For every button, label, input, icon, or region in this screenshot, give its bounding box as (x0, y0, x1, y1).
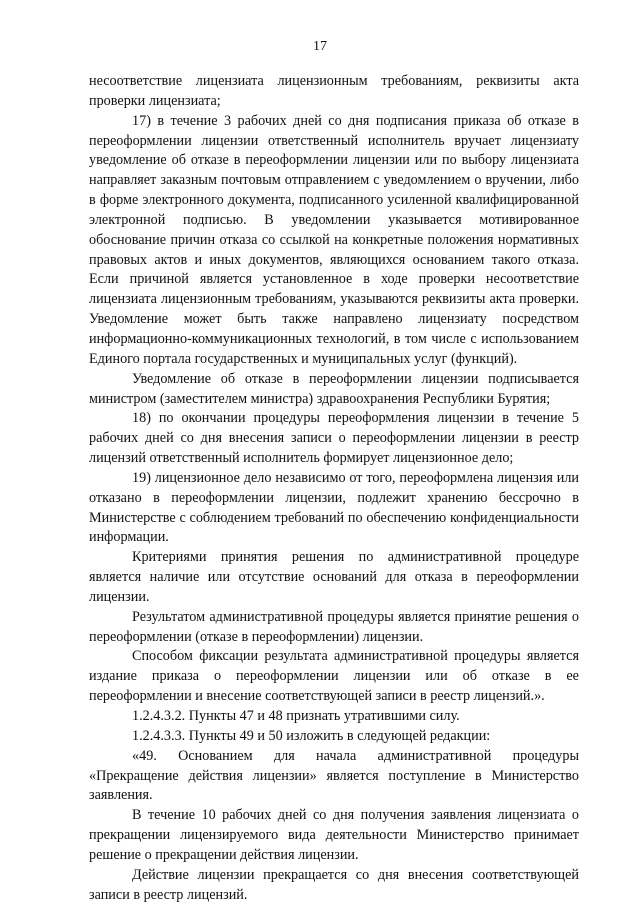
paragraph-signature-note: Уведомление об отказе в переоформлении лицензии подписывается министром (заместителем министра) здравоохранения Республики Бурятия; (89, 370, 579, 407)
paragraph-term: В течение 10 рабочих дней со дня получения заявления лицензиата о прекращении лицензируемого вида деятельности Министерство принимает решение о прекращении действия лицензии. (89, 807, 579, 863)
paragraph-continuation: несоответствие лицензиата лицензионным требованиям, реквизиты акта проверки лицензиата; (89, 73, 579, 109)
paragraph-termination: Действие лицензии прекращается со дня внесения соответствующей записи в реестр лицензий. (89, 866, 579, 903)
paragraph-item-17: 17) в течение 3 рабочих дней со дня подписания приказа об отказе в переоформлении лицензии ответственный исполнитель вручает лицензиату уведомление об отказе в переоформлении лицензии или по выбору лицензиата направляет заказным почтовым отправлением с уведомлением о вручении, либо в форме электронного документа, подписанного усиленной квалифицированной электронной подписью. В уведомлении указывается мотивированное обоснование причин отказа со ссылкой на конкретные положения нормативных правовых актов и иных документов, являющихся основанием такого отказа. Если причиной является установленное в ходе проверки несоответствие лицензиата лицензионным требованиям, указываются реквизиты акта проверки. Уведомление может быть также направлено лицензиату посредством информационно-коммуникационных технологий, в том числе с использованием Единого портала государственных и муниципальных услуг (функций). (89, 112, 579, 367)
paragraph-item-18: 18) по окончании процедуры переоформления лицензии в течение 5 рабочих дней со дня внесения записи о переоформлении лицензии в реестр лицензий ответственный исполнитель формирует лицензионное дело; (89, 410, 579, 467)
document-body (89, 72, 579, 905)
paragraph-fixation: Способом фиксации результата административной процедуры является издание приказа о переоформлении лицензии или об отказе в ее переоформлении и внесение соответствующей записи в реестр лицензий.». (89, 648, 579, 705)
paragraph-clause-1-2-4-3-2: 1.2.4.3.2. Пункты 47 и 48 признать утратившими силу. (132, 708, 460, 724)
paragraph-item-49: «49. Основанием для начала административной процедуры «Прекращение действия лицензии» является поступление в Министерство заявления. (89, 747, 579, 804)
paragraph-item-19: 19) лицензионное дело независимо от того, переоформлена лицензия или отказано в переоформлении лицензии, подлежит хранению бессрочно в Министерстве с соблюдением требований по обеспечению конфиденциальности информации. (89, 469, 579, 546)
page-number: 17 (313, 39, 327, 54)
paragraph-criteria: Критериями принятия решения по административной процедуре является наличие или отсутствие оснований для отказа в переоформлении лицензии. (89, 549, 579, 605)
paragraph-clause-1-2-4-3-3: 1.2.4.3.3. Пункты 49 и 50 изложить в следующей редакции: (132, 727, 491, 744)
paragraph-result: Результатом административной процедуры является принятие решения о переоформлении (отказе в переоформлении) лицензии. (89, 608, 579, 645)
